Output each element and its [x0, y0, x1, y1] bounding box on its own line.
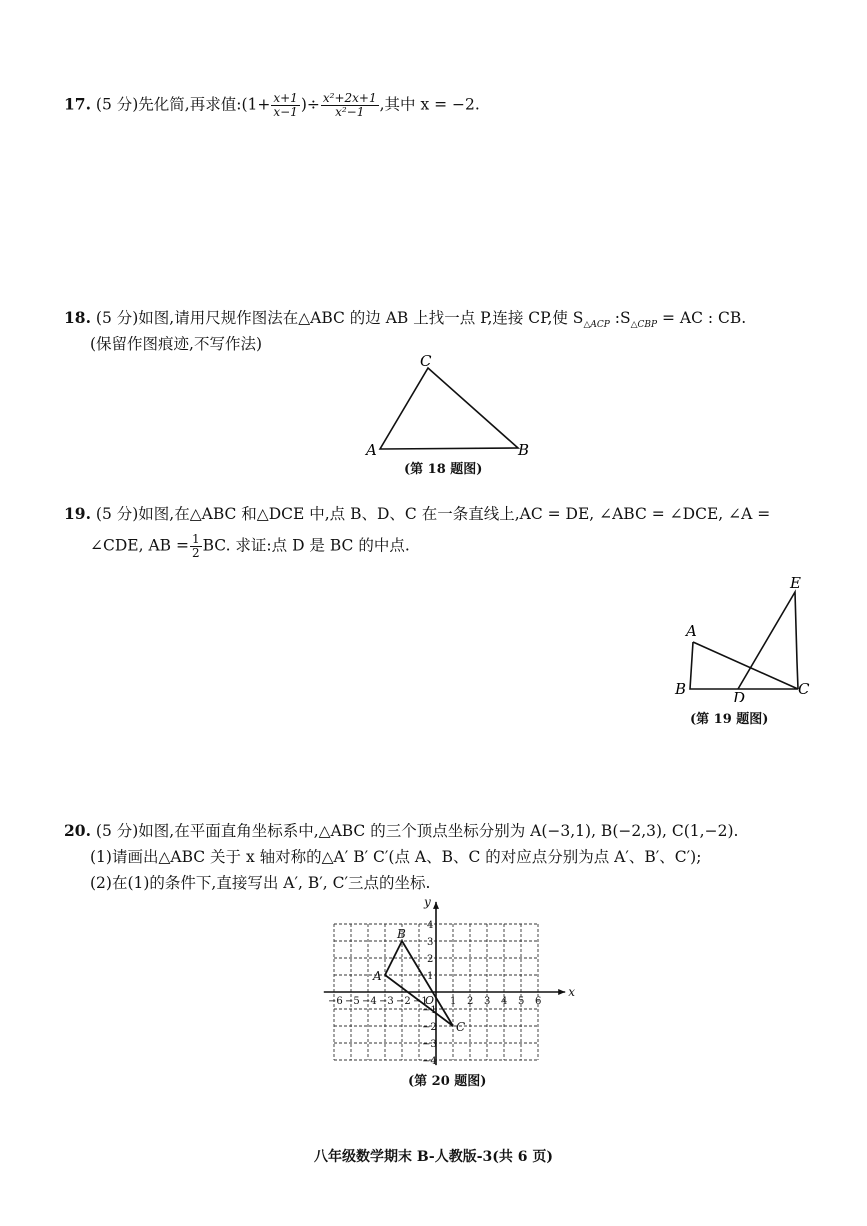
question-text: (5 分)如图,在△ABC 和△DCE 中,点 B、D、C 在一条直线上,AC = DE, ∠ABC = ∠DCE, ∠A =: [95, 505, 771, 523]
fraction-half: $\frac{1}{2}$: [191, 532, 200, 561]
y-tick-label: 4: [427, 920, 434, 931]
x-tick-label: −3: [379, 996, 394, 1007]
question-20-part-1: (1)请画出△ABC 关于 x 轴对称的△A′ B′ C′(点 A、B、C 的对应点分别为点 A′、B′、C′);: [90, 848, 702, 866]
question-text: (5 分)先化简,再求值:(1+: [95, 95, 271, 114]
fraction-2: $\frac{\text{x²+2x+1}}{\text{x²−1}}$: [322, 91, 377, 120]
vertex-label-c: C: [420, 352, 432, 370]
vertex-label-c: C: [456, 1020, 466, 1034]
vertex-label-b: B: [518, 441, 530, 459]
question-text: ,其中 x = −2.: [379, 95, 480, 114]
x-tick-label: −5: [345, 996, 360, 1007]
fraction-1: $\frac{x+1}{x-1}$: [273, 91, 298, 120]
figure-18-caption: (第 18 题图): [404, 462, 483, 477]
x-tick-label: 3: [484, 996, 491, 1007]
x-tick-label: −6: [328, 996, 343, 1007]
y-axis-arrow: [433, 902, 439, 909]
y-tick-label: 2: [427, 954, 434, 965]
question-19-line2: ∠CDE, AB = $\frac{1}{2}$ BC. 求证:点 D 是 BC 的中点.: [90, 532, 410, 561]
x-tick-label: 2: [467, 996, 474, 1007]
x-tick-label: −4: [362, 996, 377, 1007]
vertex-label-a: A: [373, 969, 382, 983]
x-tick-label: −2: [396, 996, 411, 1007]
question-number: 20.: [64, 821, 91, 840]
triangle-dce: [738, 592, 798, 689]
figure-19-triangles: [670, 572, 820, 702]
vertex-label-e: E: [790, 574, 801, 592]
vertex-label-d: D: [733, 689, 746, 702]
question-text: (5 分)如图,在平面直角坐标系中,△ABC 的三个顶点坐标分别为 A(−3,1), B(−2,3), C(1,−2).: [95, 822, 739, 840]
question-20: [64, 822, 738, 841]
question-17: [64, 92, 480, 119]
x-axis-arrow: [558, 989, 565, 995]
triangle-abc: [380, 368, 518, 449]
vertex-label-a: A: [366, 441, 377, 459]
x-tick-label: 5: [518, 996, 525, 1007]
question-18-note: (保留作图痕迹,不写作法): [90, 335, 263, 353]
vertex-label-b: B: [675, 680, 687, 698]
question-text: )÷: [300, 95, 320, 114]
x-axis-label: x: [568, 985, 575, 999]
vertex-label-b: B: [397, 927, 406, 941]
page-footer: 八年级数学期末 B-人教版-3(共 6 页): [313, 1149, 554, 1165]
question-text: (5 分)如图,请用尺规作图法在△ABC 的边 AB 上找一点 P,连接 CP,使 S: [95, 309, 584, 327]
question-number: 18.: [64, 308, 91, 327]
origin-label: O: [425, 994, 435, 1007]
x-tick-label: 1: [450, 996, 457, 1007]
figure-18-triangle: [360, 352, 540, 462]
y-tick-label: −1: [422, 1005, 437, 1016]
question-20-part-2: (2)在(1)的条件下,直接写出 A′, B′, C′三点的坐标.: [90, 874, 431, 892]
question-number: 17.: [64, 94, 91, 114]
x-tick-label: 4: [501, 996, 508, 1007]
question-18: 18. (5 分)如图,请用尺规作图法在△ABC 的边 AB 上找一点 P,连接 CP,使 $S_{\triangle ACP}$ $:S_{\triangle CBP}$ = AC : CB.: [64, 308, 747, 330]
question-19: [64, 505, 770, 524]
triangle-abc: [690, 642, 798, 689]
y-tick-label: 3: [427, 937, 434, 948]
y-tick-label: −3: [422, 1039, 437, 1050]
y-tick-label: −4: [422, 1056, 437, 1067]
figure-20-coordinate-grid: [320, 893, 590, 1068]
y-tick-label: −2: [422, 1022, 437, 1033]
figure-20-caption: (第 20 题图): [408, 1074, 487, 1089]
x-tick-label: −1: [413, 996, 428, 1007]
figure-19-caption: (第 19 题图): [690, 712, 769, 727]
triangle-abc: [385, 941, 453, 1026]
y-axis-label: y: [424, 894, 431, 909]
vertex-label-a: A: [686, 622, 697, 640]
question-number: 19.: [64, 504, 91, 523]
y-tick-label: 1: [427, 971, 434, 982]
x-tick-label: 6: [535, 996, 542, 1007]
vertex-label-c: C: [798, 680, 810, 698]
